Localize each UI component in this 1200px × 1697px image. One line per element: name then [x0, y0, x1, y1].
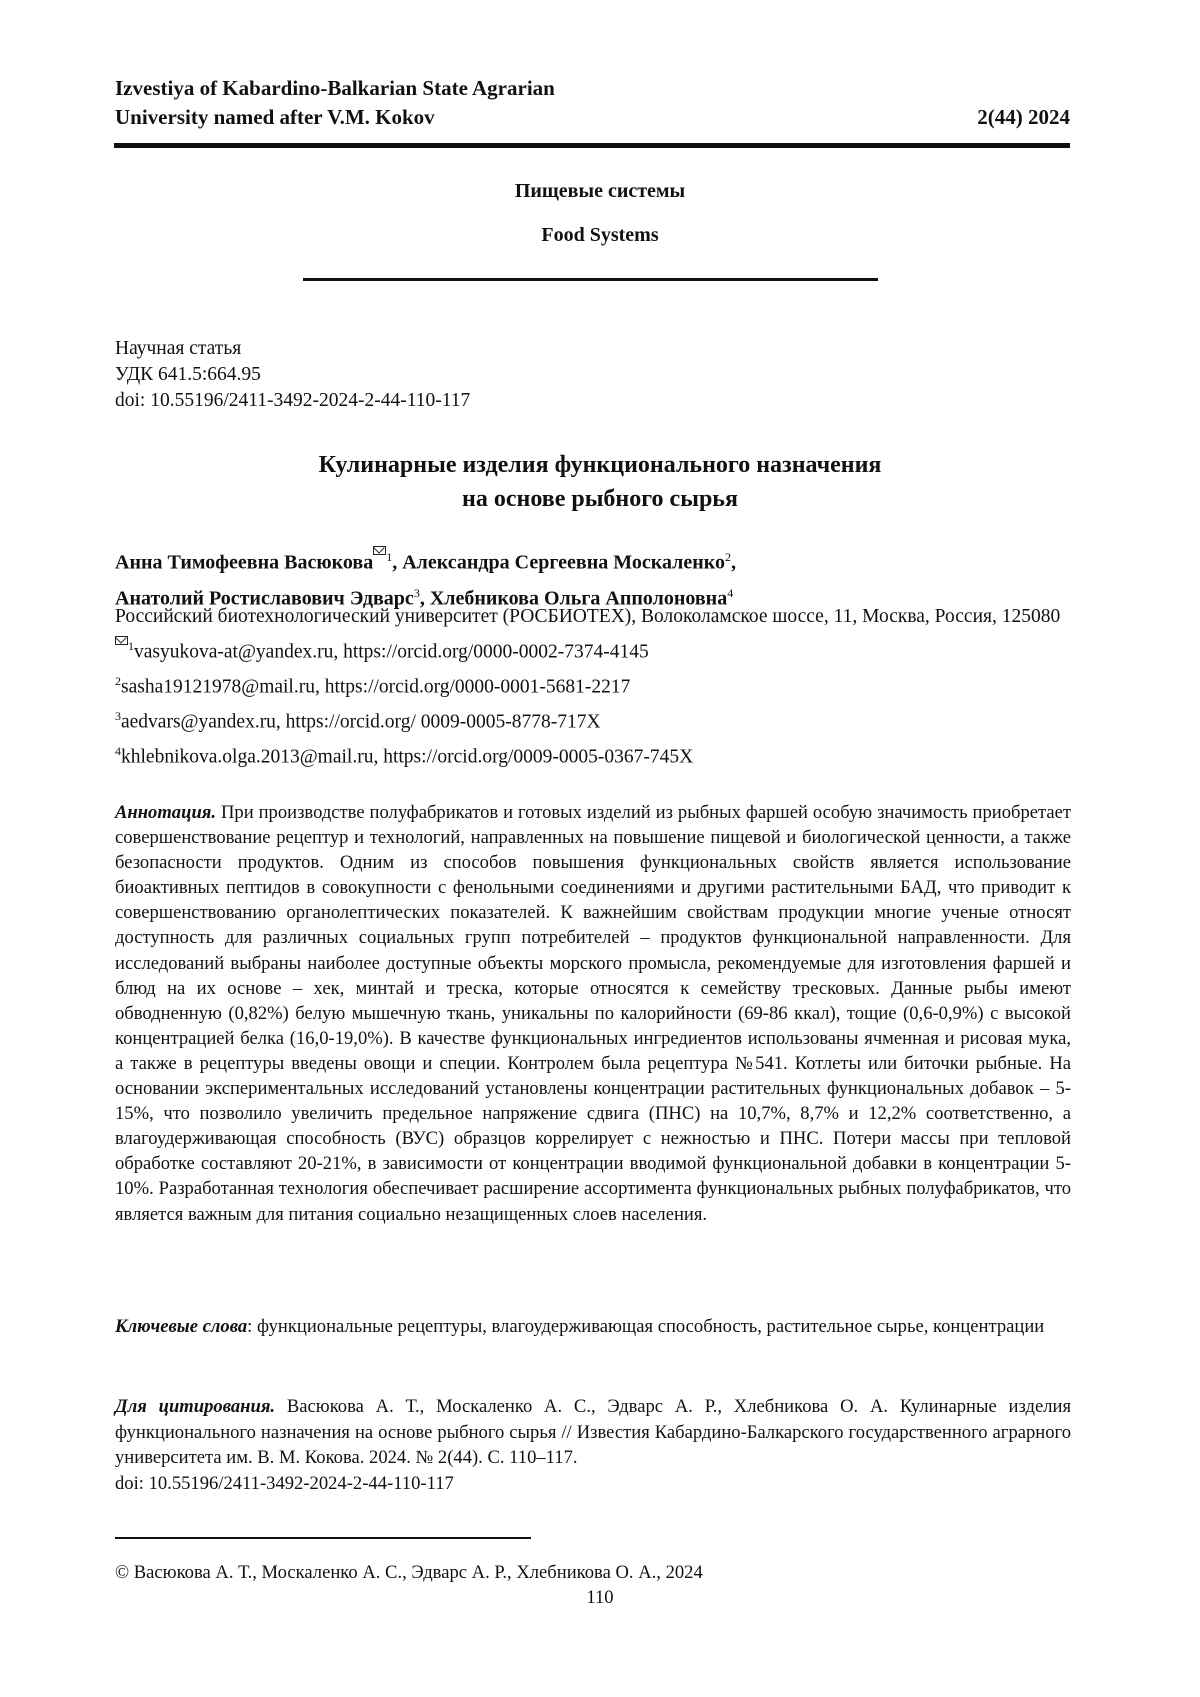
abstract-label: Аннотация. [115, 802, 216, 823]
page-number: 110 [0, 1586, 1200, 1610]
article-title [0, 448, 1200, 516]
article-page [0, 0, 1200, 1697]
copyright: © Васюкова А. Т., Москаленко А. С., Эдварс А. Р., Хлебникова О. А., 2024 [115, 1561, 703, 1585]
citation-label: Для цитирования. [115, 1396, 275, 1417]
contact-line [115, 667, 1075, 702]
keywords: Ключевые слова: функциональные рецептуры, влагоудерживающая способность, растительное сырье, концентрации [115, 1314, 1071, 1340]
contact-text[interactable]: sasha19121978@mail.ru, https://orcid.org/0000-0001-5681-2217 [121, 676, 630, 697]
contact-sup: 1 [128, 639, 134, 653]
keywords-label: Ключевые слова [115, 1316, 247, 1337]
contact-text[interactable]: aedvars@yandex.ru, https://orcid.org/ 0009-0005-8778-717X [121, 711, 601, 732]
author-name: Анна Тимофеевна Васюкова [115, 552, 373, 574]
contact-text[interactable]: khlebnikova.olga.2013@mail.ru, https://orcid.org/0009-0005-0367-745X [121, 746, 693, 767]
citation-doi: doi: 10.55196/2411-3492-2024-2-44-110-117 [115, 1471, 1071, 1497]
author-sup: 3 [414, 586, 420, 600]
journal-header [115, 74, 1070, 132]
article-meta [115, 336, 470, 414]
author-sup: 1 [386, 550, 392, 564]
author-name: Хлебникова Ольга Апполоновна [430, 587, 727, 609]
author-sup: 2 [725, 550, 731, 564]
udc-code: УДК 641.5:664.95 [115, 362, 470, 388]
envelope-icon [115, 636, 128, 645]
abstract [115, 800, 1071, 1227]
contact-sup: 3 [115, 709, 121, 723]
author-name: Александра Сергеевна Москаленко [402, 552, 725, 574]
journal-name-line1: Izvestiya of Kabardino-Balkarian State Agrarian [115, 74, 1070, 103]
contact-sup: 2 [115, 674, 121, 688]
issue-number: 2(44) 2024 [977, 103, 1070, 132]
author-name: Анатолий Ростиславович Эдварс [115, 587, 414, 609]
contact-line [115, 702, 1075, 737]
title-line-2: на основе рыбного сырья [0, 482, 1200, 516]
doi: doi: 10.55196/2411-3492-2024-2-44-110-117 [115, 388, 470, 414]
affiliation: Российский биотехнологический университет (РОСБИОТЕХ), Волоколамское шоссе, 11, Москва, Россия, 125080 [115, 603, 1075, 632]
contact-line [115, 737, 1075, 772]
author-line-2: Анатолий Ростиславович Эдварс3, Хлебникова Ольга Апполоновна4 [115, 578, 1075, 614]
article-type: Научная статья [115, 336, 470, 362]
contact-sup: 4 [115, 744, 121, 758]
section-title-ru: Пищевые системы [0, 178, 1200, 204]
section-title-en: Food Systems [0, 222, 1200, 248]
abstract-text: При производстве полуфабрикатов и готовых изделий из рыбных фаршей особую значимость приобретает совершенствование рецептур и технологий, направленных на повышение пищевой и биологической ценности, а также безопасности продуктов. Одним из способов повышения функциональных свойств является использование биоактивных пептидов в совокупности с фенольными соединениями и другими растительными БАД, что приводит к совершенствованию органолептических показателей. К важнейшим свойствам продукции многие ученые относят доступность для различных социальных групп потребителей – продуктов функциональной направленности. Для исследований выбраны наиболее доступные объекты морского промысла, рекомендуемые для изготовления фаршей и блюд на их основе – хек, минтай и треска, которые относятся к семейству тресковых. Данные рыбы имеют обводненную (0,82%) белую мышечную ткань, уникальны по калорийности (69-86 ккал), тощие (0,6-0,9%) с высокой концентрацией белка (16,0-19,0%). В качестве функциональных ингредиентов использованы ячменная и рисовая мука, а также в рецептуры введены овощи и специи. Контролем была рецептура №541. Котлеты или биточки рыбные. На основании экспериментальных исследований установлены концентрации растительных функциональных добавок – 5-15%, что позволило увеличить предельное напряжение сдвига (ПНС) на 10,7%, 8,7% и 12,2% соответственно, а влагоудерживающая способность (ВУС) образцов коррелирует с нежностью и ПНС. Потери массы при тепловой обработке составляют 20-21%, в зависимости от концентрации вводимой функциональной добавки в концентрации 5-10%. Разработанная технология обеспечивает расширение ассортимента функциональных рыбных полуфабрикатов, что является важным для питания социально незащищенных слоев населения. [115, 802, 1071, 1225]
author-sup: 4 [727, 586, 733, 600]
section-rule [303, 278, 878, 281]
citation-text: Васюкова А. Т., Москаленко А. С., Эдварс А. Р., Хлебникова О. А. Кулинарные изделия функционального назначения на основе рыбного сырья // Известия Кабардино-Балкарского государственного аграрного университета им. В. М. Кокова. 2024. № 2(44). С. 110–117. [115, 1396, 1071, 1468]
author-line-1: Анна Тимофеевна Васюкова 1, Александра Сергеевна Москаленко2, [115, 542, 1075, 578]
header-rule [114, 143, 1070, 148]
footnote-rule [115, 1537, 531, 1539]
title-line-1: Кулинарные изделия функционального назначения [0, 448, 1200, 482]
citation [115, 1394, 1071, 1496]
journal-name-line2: University named after V.M. Kokov [115, 103, 1070, 132]
contact-line [115, 632, 1075, 667]
contact-text[interactable]: vasyukova-at@yandex.ru, https://orcid.org/0000-0002-7374-4145 [134, 641, 649, 662]
envelope-icon [373, 546, 386, 555]
affiliation-contacts [115, 603, 1075, 772]
keywords-text: функциональные рецептуры, влагоудерживающая способность, растительное сырье, концентрации [257, 1316, 1044, 1337]
